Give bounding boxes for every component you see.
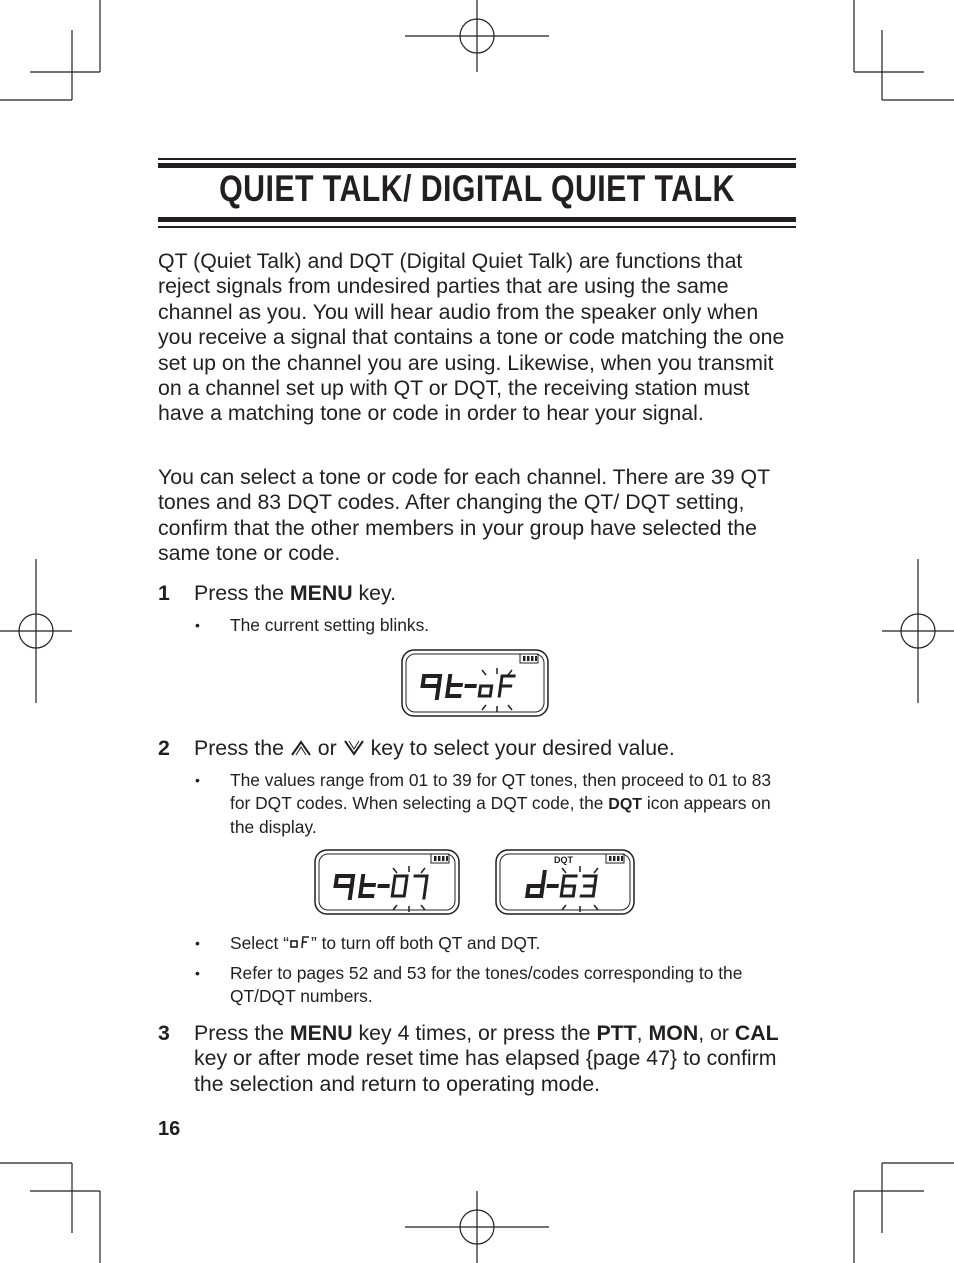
bullet-dot: • — [195, 935, 200, 951]
battery-icon — [520, 654, 538, 663]
page-title: QUIET TALK/ DIGITAL QUIET TALK — [219, 168, 735, 209]
down-arrow-icon — [343, 739, 365, 757]
lcd-display-d-63 — [494, 848, 636, 918]
ptt-key-label: PTT — [596, 1021, 637, 1045]
title-rule-bottom-thick — [158, 217, 796, 222]
step-number: 2 — [158, 736, 170, 760]
dqt-icon: DQT — [608, 795, 643, 813]
bullet-dot: • — [195, 772, 200, 788]
menu-key-label: MENU — [289, 581, 353, 605]
step-text: Press the or key to select your desired value. — [194, 736, 675, 760]
blink-marks — [393, 866, 425, 912]
step-number: 3 — [158, 1021, 170, 1045]
step-number: 1 — [158, 581, 170, 605]
step-text: Press the MENU key. — [194, 581, 397, 605]
page-number: 16 — [158, 1118, 181, 1140]
lcd-display-qt-off — [400, 648, 550, 720]
blink-marks — [562, 866, 598, 912]
title-rule-top-thin — [158, 158, 796, 160]
intro-paragraph-2: You can select a tone or code for each channel. There are 39 QT tones and 83 DQT codes. After changing the QT/ DQT setting, confirm that the other members in your group have selected the same tone or code. — [158, 465, 770, 566]
cal-key-label: CAL — [734, 1021, 779, 1045]
step-text: Press the MENU key 4 times, or press the PTT, MON, or CAL key or after mode reset time has elapsed {page 47} to confirm the selection and return to operating mode. — [194, 1021, 779, 1096]
title-rule-bottom-thin — [158, 226, 796, 228]
bullet-dot: • — [195, 617, 200, 633]
dqt-icon: DQT — [554, 855, 573, 865]
blink-marks — [482, 668, 512, 712]
up-arrow-icon — [290, 739, 312, 757]
battery-icon — [606, 854, 624, 863]
bullet-dot: • — [195, 965, 200, 981]
menu-key-label: MENU — [289, 1021, 353, 1045]
lcd-display-qt-01 — [313, 848, 461, 918]
intro-paragraph-1: QT (Quiet Talk) and DQT (Digital Quiet Talk) are functions that reject signals from undesired parties that are using the same channel as you. You will hear audio from the speaker only when you receive a signal that contains a tone or code matching the one set up on the channel you are using. Likewise, when you transmit on a channel set up with QT or DQT, the receiving station must have a matching tone or code in order to hear your signal. — [158, 249, 785, 426]
mon-key-label: MON — [648, 1021, 699, 1045]
off-segment-glyph-icon — [289, 935, 311, 949]
battery-icon — [431, 854, 449, 863]
